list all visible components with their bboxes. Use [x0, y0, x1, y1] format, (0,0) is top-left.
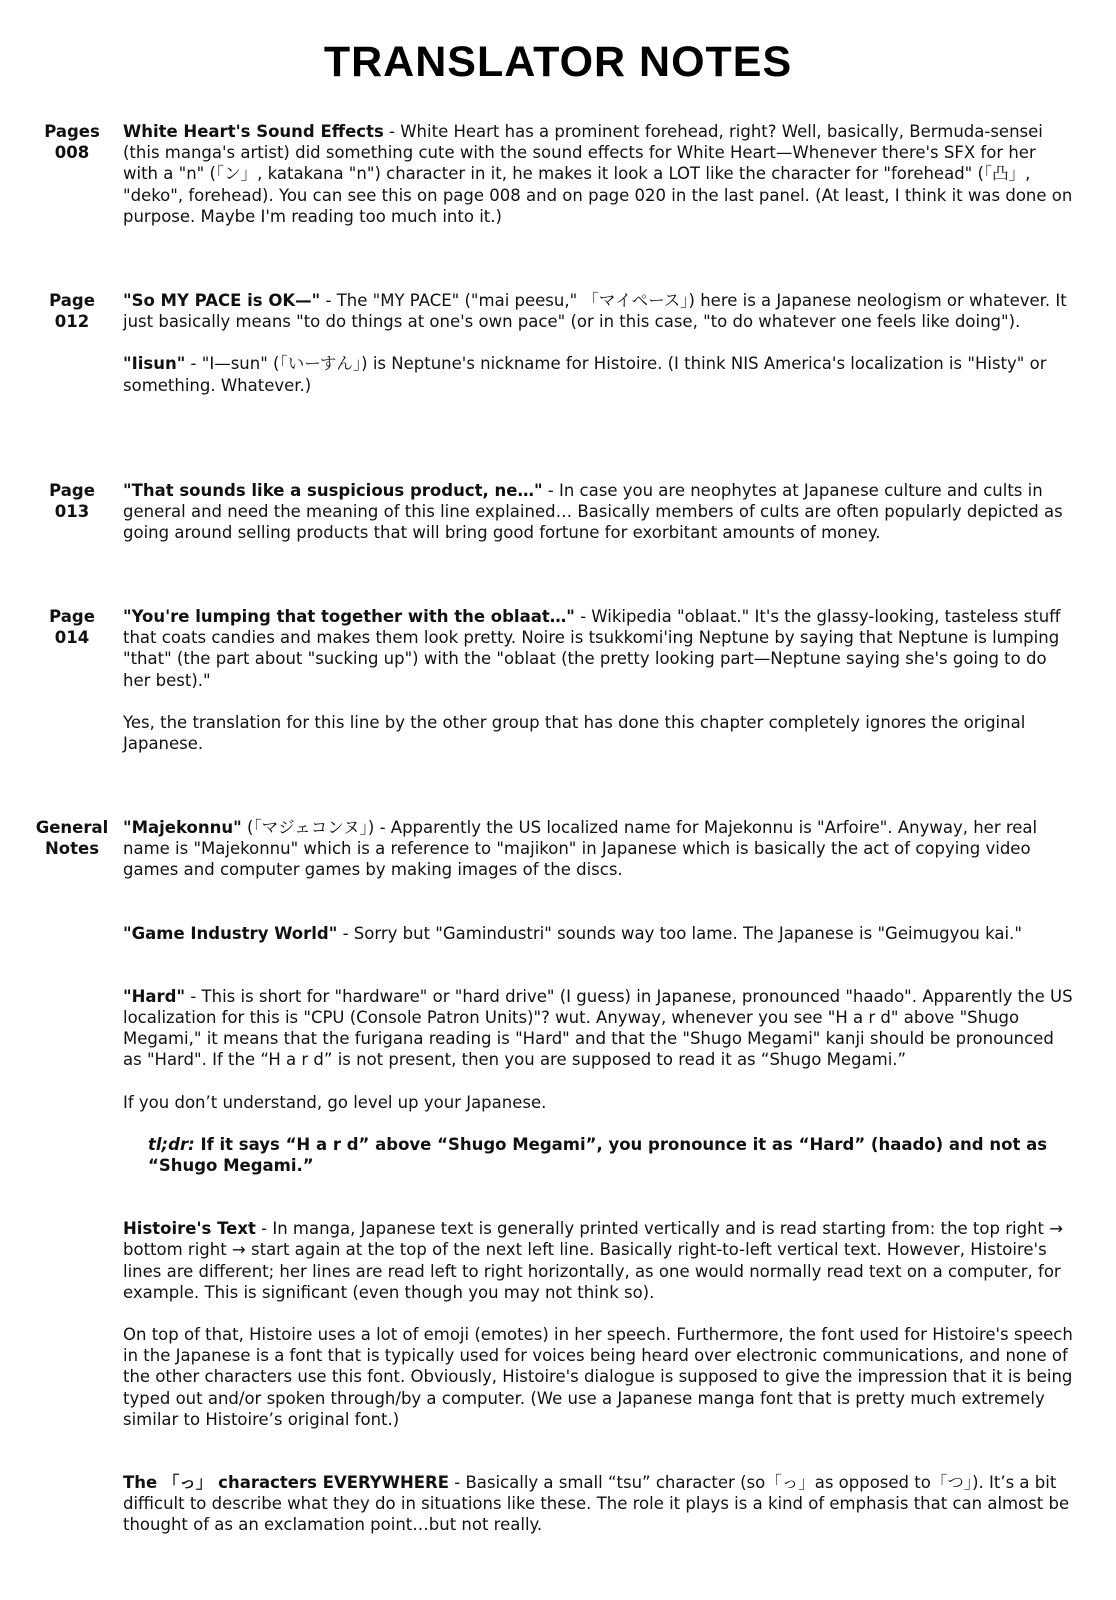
section-label-line1: Page — [49, 607, 95, 626]
note-paragraph — [123, 480, 1073, 544]
section-body — [123, 817, 1073, 1536]
note-text: (「マジェコンヌ」) - Apparently the US localized name for Majekonnu is "Arfoire". Anyway, her real name is "Majekonnu" which is a reference to "majikon" in Japanese which is basically the act of copying video games and computer games by making images of the discs. — [123, 818, 1038, 880]
note-heading: "Iisun" — [123, 354, 186, 374]
tldr-note — [148, 1134, 1073, 1176]
tldr-label: tl;dr: — [148, 1134, 195, 1154]
section-label-line2: 008 — [54, 143, 90, 162]
note-heading: "So MY PACE is OK—" — [123, 291, 321, 310]
section-body — [123, 290, 1073, 396]
section-label — [30, 290, 114, 332]
note-paragraph — [123, 1472, 1073, 1536]
note-heading: "You're lumping that together with the oblaat…" — [123, 607, 575, 626]
note-paragraph — [123, 121, 1073, 227]
tldr-text: If it says “H a r d” above “Shugo Megami”, you pronounce it as “Hard” (haado) and not as “Shugo Megami.” — [148, 1134, 1048, 1176]
note-heading: "Hard" — [123, 986, 186, 1006]
section-label-line1: Page — [49, 481, 95, 500]
section-label — [30, 817, 114, 859]
note-text: - "I—sun" (「いーすん」) is Neptune's nickname for Histoire. (I think NIS America's localization is "Histy" or something. Whatever.) — [123, 354, 1047, 395]
note-text: - This is short for "hardware" or "hard drive" (I guess) in Japanese, pronounced "haado". Apparently the US localization for this is "CPU (Console Patron Units)"? wut. Anyway, whenever you see "H a r d" above "Shugo Megami," it means that the furigana reading is "Hard" and that the "Shugo Megami" kanji should be pronounced as "Hard". If the “H a r d” is not present, then you are supposed to read it as “Shugo Megami.” — [123, 986, 1073, 1070]
note-paragraph — [123, 923, 1073, 944]
note-paragraph — [123, 290, 1073, 332]
section-label-line1: General — [35, 818, 109, 837]
note-heading: Histoire's Text — [123, 1219, 256, 1239]
section-label-line2: 014 — [54, 628, 90, 647]
note-text: - White Heart has a prominent forehead, right? Well, basically, Bermuda-sensei (this manga's artist) did something cute with the sound effects for White Heart—Whenever there's SFX for her with a "n" (「ン」, katakana "n") character in it, he makes it look a LOT like the character for "forehead" (「凸」, "deko", forehead). You can see this on page 008 and on page 020 in the last panel. (At least, I think it was done on purpose. Maybe I'm reading too much into it.) — [123, 122, 1073, 226]
note-heading: White Heart's Sound Effects — [123, 122, 384, 141]
note-text: - Sorry but "Gamindustri" sounds way too lame. The Japanese is "Geimugyou kai." — [337, 923, 1022, 943]
note-paragraph — [123, 353, 1073, 395]
note-text: - Basically a small “tsu” character (so「っ」as opposed to「つ」). It’s a bit difficult to describe what they do in situations like these. The role it plays is a kind of emphasis that can almost be thought of as an exclamation point…but not really. — [123, 1473, 1070, 1535]
section-label — [30, 606, 114, 648]
note-heading: "Game Industry World" — [123, 923, 338, 943]
note-heading: "Majekonnu" — [123, 818, 242, 837]
note-text: - Wikipedia "oblaat." It's the glassy-looking, tasteless stuff that coats candies and makes them look pretty. Noire is tsukkomi'ing Neptune by saying that Neptune is lumping "that" (the part about "sucking up") with the "oblaat (the pretty looking part—Neptune saying she's going to do her best)." — [123, 607, 1061, 690]
note-paragraph: On top of that, Histoire uses a lot of emoji (emotes) in her speech. Furthermore, the font used for Histoire's speech in the Japanese is a font that is typically used for voices being heard over electronic communications, and none of the other characters use this font. Obviously, Histoire's dialogue is supposed to give the impression that it is being typed out and/or spoken through/by a computer. (We use a Japanese manga font that is pretty much extremely similar to Histoire’s original font.) — [123, 1325, 1073, 1429]
section-body — [123, 480, 1073, 544]
note-paragraph — [123, 606, 1073, 691]
section-body — [123, 606, 1073, 754]
section-label-line2: Notes — [44, 839, 100, 858]
section-label-line1: Pages — [44, 122, 100, 141]
section-label-line1: Page — [49, 291, 95, 310]
section-label-line2: 013 — [54, 502, 90, 521]
section-label-line2: 012 — [54, 312, 90, 331]
page-title: TRANSLATOR NOTES — [323, 38, 793, 86]
note-text: - The "MY PACE" ("mai peesu," 「マイペース」) here is a Japanese neologism or whatever. It just basically means "to do things at one's own pace" (or in this case, "to do whatever one feels like doing"). — [123, 291, 1067, 332]
note-paragraph — [123, 986, 1073, 1071]
section-label — [30, 480, 114, 522]
note-paragraph — [123, 817, 1073, 881]
note-text: - In manga, Japanese text is generally printed vertically and is read starting from: the top right → bottom right → start again at the top of the next left line. Basically right-to-left vertical text. However, Histoire's lines are different; her lines are read left to right horizontally, as one would normally read text on a computer, for example. This is significant (even though you may not think so). — [123, 1219, 1064, 1302]
note-paragraph: If you don’t understand, go level up your Japanese. — [123, 1092, 547, 1112]
note-paragraph: Yes, the translation for this line by the other group that has done this chapter completely ignores the original Japanese. — [123, 712, 1026, 754]
note-text: - In case you are neophytes at Japanese culture and cults in general and need the meaning of this line explained… Basically members of cults are often popularly depicted as going around selling products that will bring good fortune for exorbitant amounts of money. — [123, 481, 1063, 543]
note-paragraph — [123, 1218, 1073, 1303]
note-heading: The 「っ」 characters EVERYWHERE — [123, 1473, 449, 1493]
section-body — [123, 121, 1073, 227]
section-label — [30, 121, 114, 163]
note-heading: "That sounds like a suspicious product, ne…" — [123, 481, 543, 500]
